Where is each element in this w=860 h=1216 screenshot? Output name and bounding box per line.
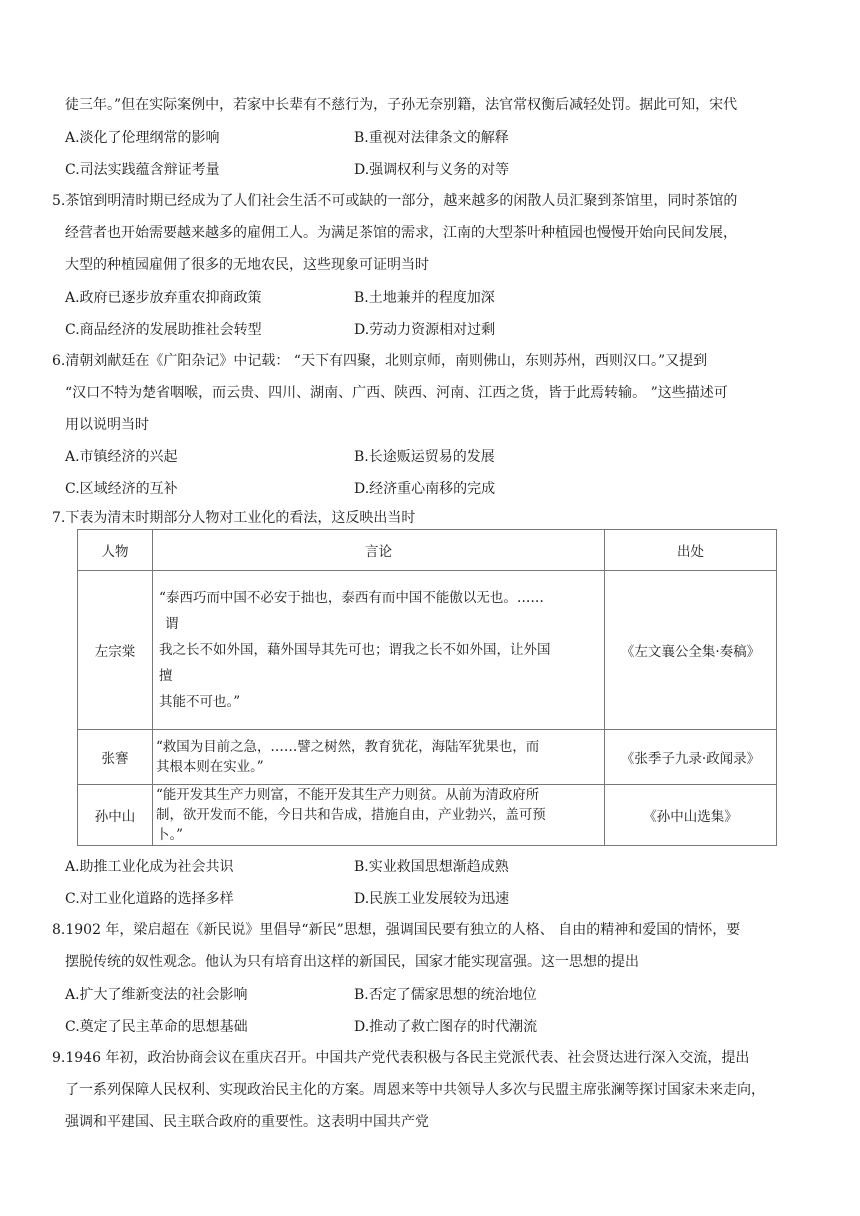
quote-line: 擅	[158, 668, 173, 684]
table-header-quote: 言论	[152, 530, 604, 571]
quote-line: 我之长不如外国，藉外国导其先可也；谓我之长不如外国，让外国	[158, 642, 551, 658]
q7-option-c[interactable]: C.对工业化道路的选择多样	[65, 891, 234, 907]
table-cell-source: 《左文襄公全集·奏稿》	[605, 571, 777, 730]
table-header-row	[78, 530, 777, 571]
q5-option-a[interactable]: A.政府已逐步放弃重农抑商政策	[65, 290, 262, 306]
q8-stem-line: 8.1902 年，梁启超在《新民说》里倡导“新民”思想，强调国民要有独立的人格、 自由的精神和爱国的情怀，要	[52, 922, 741, 938]
q7-option-a[interactable]: A.助推工业化成为社会共识	[65, 859, 234, 875]
q5-option-c[interactable]: C.商品经济的发展助推社会转型	[65, 322, 262, 338]
q7-stem: 7.下表为清末时期部分人物对工业化的看法，这反映出当时	[52, 510, 416, 526]
q8-option-b[interactable]: B.否定了儒家思想的统治地位	[354, 987, 537, 1003]
q7-table	[77, 529, 777, 846]
table-cell-person: 张謇	[78, 730, 153, 785]
table-cell-quote	[152, 730, 604, 785]
quote-line: 其能不可也。”	[158, 694, 241, 710]
q9-stem-line: 9.1946 年初，政治协商会议在重庆召开。中国共产党代表积极与各民主党派代表、社会贤达进行深入交流，提出	[52, 1050, 750, 1066]
table-header-person: 人物	[78, 530, 153, 571]
q9-stem-line: 了一系列保障人民权利、实现政治民主化的方案。周恩来等中共领导人多次与民盟主席张澜等探讨国家未来走向，	[65, 1082, 765, 1098]
q8-option-c[interactable]: C.奠定了民主革命的思想基础	[65, 1019, 248, 1035]
q6-stem-line: 6.清朝刘献廷在《广阳杂记》中记载： “天下有四聚，北则京师，南则佛山，东则苏州，西则汉口。”又提到	[52, 353, 708, 369]
table-cell-quote	[152, 571, 604, 730]
quote-line: 卜。”	[155, 827, 184, 843]
table-header-source: 出处	[605, 530, 777, 571]
q5-stem-line: 5.茶馆到明清时期已经成为了人们社会生活不可或缺的一部分，越来越多的闲散人员汇聚到茶馆里，同时茶馆的	[52, 193, 738, 209]
quote-line: “泰西巧而中国不必安于拙也，泰西有而中国不能傲以无也。……	[158, 590, 544, 606]
q4-option-a[interactable]: A.淡化了伦理纲常的影响	[65, 130, 220, 146]
q6-option-d[interactable]: D.经济重心南移的完成	[354, 481, 496, 497]
q4-stem-tail: 徒三年。”但在实际案例中，若家中长辈有不慈行为，子孙无奈别籍，法官常权衡后减轻处罚。据此可知，宋代	[65, 97, 738, 113]
table-cell-quote	[152, 785, 604, 846]
q8-stem-line: 摆脱传统的奴性观念。他认为只有培育出这样的新国民，国家才能实现富强。这一思想的提出	[65, 954, 639, 970]
q6-option-a[interactable]: A.市镇经济的兴起	[65, 449, 178, 465]
q5-stem-line: 经营者也开始需要越来越多的雇佣工人。为满足茶馆的需求，江南的大型茶叶种植园也慢慢开始向民间发展，	[65, 225, 737, 241]
quote-line: “能开发其生产力则富，不能开发其生产力则贫。从前为清政府所	[155, 787, 540, 803]
q4-option-d[interactable]: D.强调权利与义务的对等	[354, 162, 510, 178]
quote-line: 制，欲开发而不能，今日共和告成，措施自由，产业勃兴，盖可预	[155, 807, 546, 823]
table-row	[78, 571, 777, 730]
q6-stem-line: “汉口不特为楚省咽喉，而云贵、四川、湖南、广西、陕西、河南、江西之货，皆于此焉转输。 ”这些描述可	[65, 385, 728, 401]
q6-stem-line: 用以说明当时	[65, 417, 149, 433]
quote-line: 谓	[164, 616, 179, 632]
table-cell-source: 《张季子九录·政闻录》	[605, 730, 777, 785]
q8-option-a[interactable]: A.扩大了维新变法的社会影响	[65, 987, 248, 1003]
q6-option-b[interactable]: B.长途贩运贸易的发展	[354, 449, 495, 465]
q7-option-d[interactable]: D.民族工业发展较为迅速	[354, 891, 510, 907]
q4-option-b[interactable]: B.重视对法律条文的解释	[354, 130, 509, 146]
quote-line: “救国为目前之急，……譬之树然，教育犹花，海陆军犹果也，而	[155, 739, 540, 755]
q7-option-b[interactable]: B.实业救国思想渐趋成熟	[354, 859, 509, 875]
table-cell-source: 《孙中山选集》	[605, 785, 777, 846]
q5-option-b[interactable]: B.土地兼并的程度加深	[354, 290, 495, 306]
table-row	[78, 785, 777, 846]
q4-option-c[interactable]: C.司法实践蕴含辩证考量	[65, 162, 220, 178]
table-cell-person: 左宗棠	[78, 571, 153, 730]
q9-stem-line: 强调和平建国、民主联合政府的重要性。这表明中国共产党	[65, 1114, 429, 1130]
table-cell-person: 孙中山	[78, 785, 153, 846]
q6-option-c[interactable]: C.区域经济的互补	[65, 481, 178, 497]
quote-line: 其根本则在实业。”	[155, 759, 264, 775]
q5-option-d[interactable]: D.劳动力资源相对过剩	[354, 322, 496, 338]
table-row	[78, 730, 777, 785]
q5-stem-line: 大型的种植园雇佣了很多的无地农民，这些现象可证明当时	[65, 257, 429, 273]
q8-option-d[interactable]: D.推动了救亡图存的时代潮流	[354, 1019, 538, 1035]
